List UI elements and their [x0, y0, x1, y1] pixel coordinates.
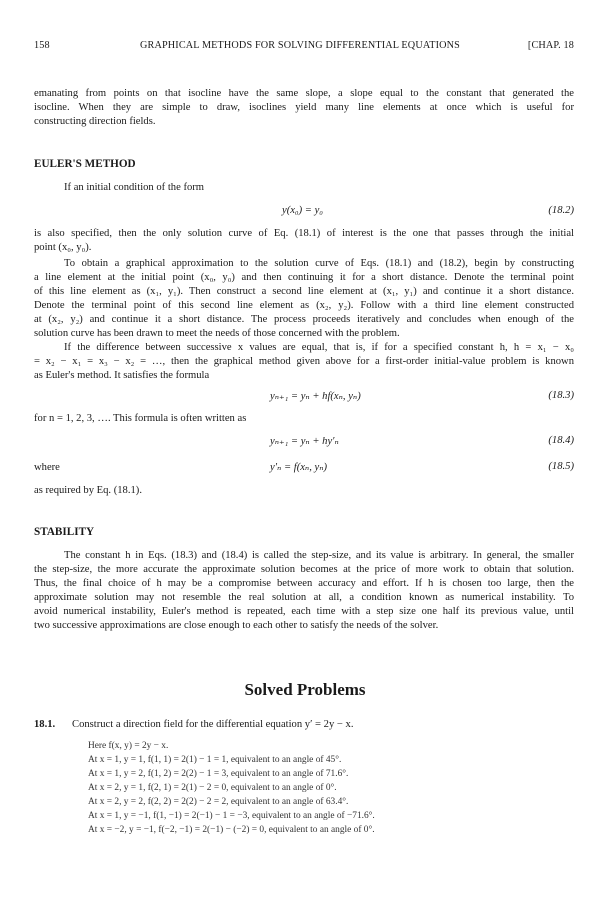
- text-line: as required by Eq. (18.1).: [34, 485, 142, 496]
- running-title: GRAPHICAL METHODS FOR SOLVING DIFFERENTIAL EQUATIONS: [140, 40, 460, 51]
- solution-line: At x = −2, y = −1, f(−2, −1) = 2(−1) − (−2) = 0, equivalent to an angle of 0°.: [88, 825, 375, 835]
- text-line: is also specified, then the only solution curve of Eq. (18.1) of interest is the one that passes through the initial: [34, 228, 574, 239]
- problem-text: Construct a direction field for the differential equation y′ = 2y − x.: [72, 719, 354, 730]
- text-line: of this line element as (x₁, y₁). Then construct a second line element at (x₁, y₁) and continue it a short distance.: [34, 286, 574, 297]
- text-line: two successive approximations are close enough to each other to satisfy the needs of the solver.: [34, 620, 439, 631]
- problem-number: 18.1.: [34, 719, 56, 730]
- paragraph: [34, 257, 574, 341]
- text-line: point (x₀, y₀).: [34, 242, 92, 253]
- solution-line: At x = 1, y = −1, f(1, −1) = 2(−1) − 1 = −3, equivalent to an angle of −71.6°.: [88, 811, 375, 821]
- solution-line: At x = 2, y = 1, f(2, 1) = 2(1) − 2 = 0, equivalent to an angle of 0°.: [88, 783, 337, 793]
- equation-18-2: y(x₀) = y₀: [282, 205, 323, 216]
- text-line: constructing direction fields.: [34, 116, 156, 127]
- chapter-label: [CHAP. 18: [527, 40, 574, 51]
- text-line: Denote the terminal point of this second line element as (x₂, y₂). Follow with a third line element constructed: [34, 300, 574, 311]
- text-line: If an initial condition of the form: [64, 182, 205, 193]
- text-line: emanating from points on that isocline have the same slope, a slope equal to the constant that generated the: [34, 88, 574, 99]
- solved-problems-heading: Solved Problems: [244, 680, 366, 699]
- equation-label: (18.4): [548, 435, 574, 446]
- equation-18-5: y′ₙ = f(xₙ, yₙ): [270, 462, 328, 473]
- text-line: solution curve has been drawn to meet the needs of those concerned with the problem.: [34, 328, 400, 339]
- solution-line: At x = 1, y = 1, f(1, 1) = 2(1) − 1 = 1, equivalent to an angle of 45°.: [88, 755, 342, 765]
- solution-line: Here f(x, y) = 2y − x.: [88, 741, 169, 751]
- text-line: = x₂ − x₁ = x₃ − x₂ = …, then the graphical method given above for a first-order initial-value problem is known: [34, 356, 574, 367]
- solution-line: At x = 2, y = 2, f(2, 2) = 2(2) − 2 = 2, equivalent to an angle of 63.4°.: [88, 797, 349, 807]
- text-line: isocline. When they are simple to draw, isoclines yield many line elements at once which is useful for: [34, 102, 574, 113]
- text-line: at (x₂, y₂) and continue it a short distance. The process proceeds iteratively and concludes when enough of the: [34, 314, 574, 325]
- paragraph: [34, 227, 574, 255]
- equation-label: (18.3): [548, 390, 574, 401]
- text-line: as Euler's method. It satisfies the formula: [34, 370, 210, 381]
- page-number: 158: [34, 40, 50, 51]
- text-line: for n = 1, 2, 3, …. This formula is often written as: [34, 413, 247, 424]
- equation-18-4: yₙ₊₁ = yₙ + hy′ₙ: [270, 436, 339, 447]
- text-line: the step-size, the more accurate the approximate solution becomes at the price of more work to obtain that solution.: [34, 564, 574, 575]
- equation-label: (18.2): [548, 205, 574, 216]
- paragraph: [34, 549, 574, 633]
- section-heading-euler: EULER'S METHOD: [34, 158, 136, 170]
- section-heading-stability: STABILITY: [34, 526, 95, 538]
- text-line: The constant h in Eqs. (18.3) and (18.4) is called the step-size, and its value is arbitrary. In general, the smaller: [64, 550, 574, 561]
- text-line: where: [34, 462, 60, 473]
- equation-label: (18.5): [548, 461, 574, 472]
- solution-line: At x = 1, y = 2, f(1, 2) = 2(2) − 1 = 3, equivalent to an angle of 71.6°.: [88, 769, 349, 779]
- text-line: If the difference between successive x values are equal, that is, if for a specified constant h, h = x₁ − x₀: [64, 342, 574, 353]
- intro-paragraph: [34, 87, 574, 129]
- solution-block: [88, 739, 375, 837]
- text-line: a line element at the initial point (x₀, y₀) and then continuing it for a short distance. Denote the terminal point: [34, 272, 574, 283]
- paragraph: [34, 341, 574, 383]
- text-line: Thus, the final choice of h may be a compromise between accuracy and effort. If h is chosen too large, then the: [34, 578, 574, 589]
- equation-18-3: yₙ₊₁ = yₙ + hf(xₙ, yₙ): [270, 391, 361, 402]
- text-line: avoid numerical instability, Euler's method is repeated, each time with a step size one half its previous value, until: [34, 606, 574, 617]
- text-line: To obtain a graphical approximation to the solution curve of Eqs. (18.1) and (18.2), begin by constructing: [64, 258, 574, 269]
- text-line: approximate solution may not resemble the real solution at all, a condition known as numerical instability. To: [34, 592, 574, 603]
